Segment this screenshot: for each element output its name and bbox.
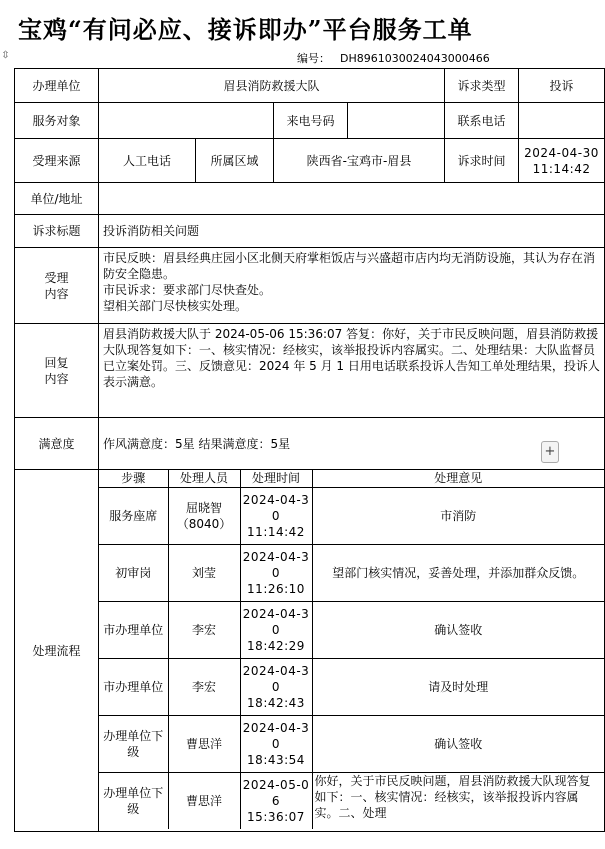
flow-time-line: 0 [271, 679, 281, 694]
flow-opinion: 确认签收 [312, 601, 604, 658]
flow-person: 李宏 [168, 601, 240, 658]
flow-step: 市办理单位 [99, 601, 168, 658]
time-label: 诉求时间 [445, 139, 519, 183]
flow-time-line: 2024-04-3 [242, 663, 310, 678]
flow-label: 处理流程 [15, 470, 99, 832]
flow-time [240, 772, 312, 829]
flow-opinion: 请及时处理 [312, 658, 604, 715]
satisfaction-value: 作风满意度：5星 结果满意度：5星 [99, 418, 605, 470]
page-title: 宝鸡“有问必应、接诉即办”平台服务工单 [18, 15, 473, 44]
acceptance-line: 望相关部门尽快核实处理。 [103, 299, 248, 313]
flow-time-line: 0 [271, 622, 281, 637]
acceptance-label-line2: 内容 [44, 286, 69, 301]
incoming-value [348, 103, 445, 139]
source-value: 人工电话 [99, 139, 196, 183]
flow-time-line: 18:42:29 [247, 638, 305, 653]
subject-label: 诉求标题 [15, 215, 99, 248]
flow-time-line: 6 [271, 793, 281, 808]
flow-time-line: 2024-04-3 [242, 549, 310, 564]
flow-step: 办理单位下级 [99, 772, 168, 829]
flow-time-line: 0 [271, 736, 281, 751]
dept-value: 眉县消防救援大队 [99, 69, 445, 103]
flow-table [99, 470, 604, 829]
flow-opinion: 市消防 [312, 487, 604, 544]
flow-time [240, 601, 312, 658]
satisfaction-label: 满意度 [15, 418, 99, 470]
flow-time [240, 715, 312, 772]
flow-row [99, 544, 604, 601]
contact-value [519, 103, 605, 139]
flow-time-line: 0 [271, 565, 281, 580]
flow-time [240, 544, 312, 601]
target-label: 服务对象 [15, 103, 99, 139]
acceptance-line: 市民反映：眉县经典庄园小区北侧天府掌柜饭店与兴盛超市店内均无消防设施，其认为存在消防安全隐患。 [103, 251, 596, 281]
flow-time [240, 487, 312, 544]
serial-number [297, 50, 490, 66]
flow-time-line: 2024-04-3 [242, 606, 310, 621]
acceptance-line: 市民诉求：要求部门尽快查处。 [103, 283, 272, 297]
area-label: 所属区域 [196, 139, 274, 183]
address-label: 单位/地址 [15, 183, 99, 215]
flow-time-line: 15:36:07 [247, 809, 305, 824]
flow-row [99, 715, 604, 772]
flow-opinion: 你好，关于市民反映问题，眉县消防救援大队现答复如下：一、核实情况：经核实，该举报投诉内容属实。二、处理 [312, 772, 604, 829]
flow-time-line: 18:42:43 [247, 695, 305, 710]
flow-step: 办理单位下级 [99, 715, 168, 772]
flow-time-line: 18:43:54 [247, 752, 305, 767]
flow-step: 初审岗 [99, 544, 168, 601]
flow-time-line: 2024-04-3 [242, 492, 310, 507]
time-clock: 11:14:42 [532, 161, 591, 176]
flow-person: 李宏 [168, 658, 240, 715]
flow-row [99, 658, 604, 715]
flow-header-time: 处理时间 [240, 470, 312, 487]
flow-opinion: 确认签收 [312, 715, 604, 772]
reply-label [15, 324, 99, 418]
reply-content: 眉县消防救援大队于 2024-05-06 15:36:07 答复：你好，关于市民反映问题，眉县消防救援大队现答复如下：一、核实情况：经核实，该举报投诉内容属实。二、处理结果：大队监督员已立案处罚。三、反馈意见：2024 年 5 月 1 日用电话联系投诉人告知工单处理结果，投诉人表示满意。 [99, 324, 605, 418]
reply-label-line1: 回复 [44, 355, 69, 370]
serial-label: 编号： [297, 52, 330, 65]
flow-time-line: 2024-05-0 [242, 777, 310, 792]
contact-label: 联系电话 [445, 103, 519, 139]
area-value: 陕西省-宝鸡市-眉县 [274, 139, 445, 183]
flow-time-line: 2024-04-3 [242, 720, 310, 735]
serial-value: DH8961030024043000466 [340, 52, 490, 65]
target-value [99, 103, 274, 139]
flow-person: 曹思洋 [168, 715, 240, 772]
incoming-label: 来电号码 [274, 103, 348, 139]
address-value [99, 183, 605, 215]
flow-time-line: 11:14:42 [247, 524, 305, 539]
flow-header-opinion: 处理意见 [312, 470, 604, 487]
flow-person: 屈晓智（8040） [168, 487, 240, 544]
flow-row [99, 487, 604, 544]
subject-value: 投诉消防相关问题 [99, 215, 605, 248]
flow-step: 市办理单位 [99, 658, 168, 715]
type-label: 诉求类型 [445, 69, 519, 103]
acceptance-content [99, 248, 605, 324]
flow-row [99, 772, 604, 829]
source-label: 受理来源 [15, 139, 99, 183]
flow-row [99, 601, 604, 658]
flow-opinion: 望部门核实情况，妥善处理，并添加群众反馈。 [312, 544, 604, 601]
dept-label: 办理单位 [15, 69, 99, 103]
add-row-plus-icon[interactable]: + [541, 441, 559, 463]
time-date: 2024-04-30 [524, 145, 599, 160]
flow-time-line: 11:26:10 [247, 581, 305, 596]
type-value: 投诉 [519, 69, 605, 103]
time-value [519, 139, 605, 183]
flow-time [240, 658, 312, 715]
reply-label-line2: 内容 [44, 371, 69, 386]
flow-step: 服务座席 [99, 487, 168, 544]
flow-header-person: 处理人员 [168, 470, 240, 487]
work-order-table [14, 68, 605, 832]
flow-header-step: 步骤 [99, 470, 168, 487]
acceptance-label-line1: 受理 [44, 270, 69, 285]
flow-person: 曹思洋 [168, 772, 240, 829]
table-move-handle-icon[interactable]: ⇳ [1, 50, 10, 61]
acceptance-label [15, 248, 99, 324]
flow-time-line: 0 [271, 508, 281, 523]
flow-person: 刘莹 [168, 544, 240, 601]
flow-container [99, 470, 605, 832]
